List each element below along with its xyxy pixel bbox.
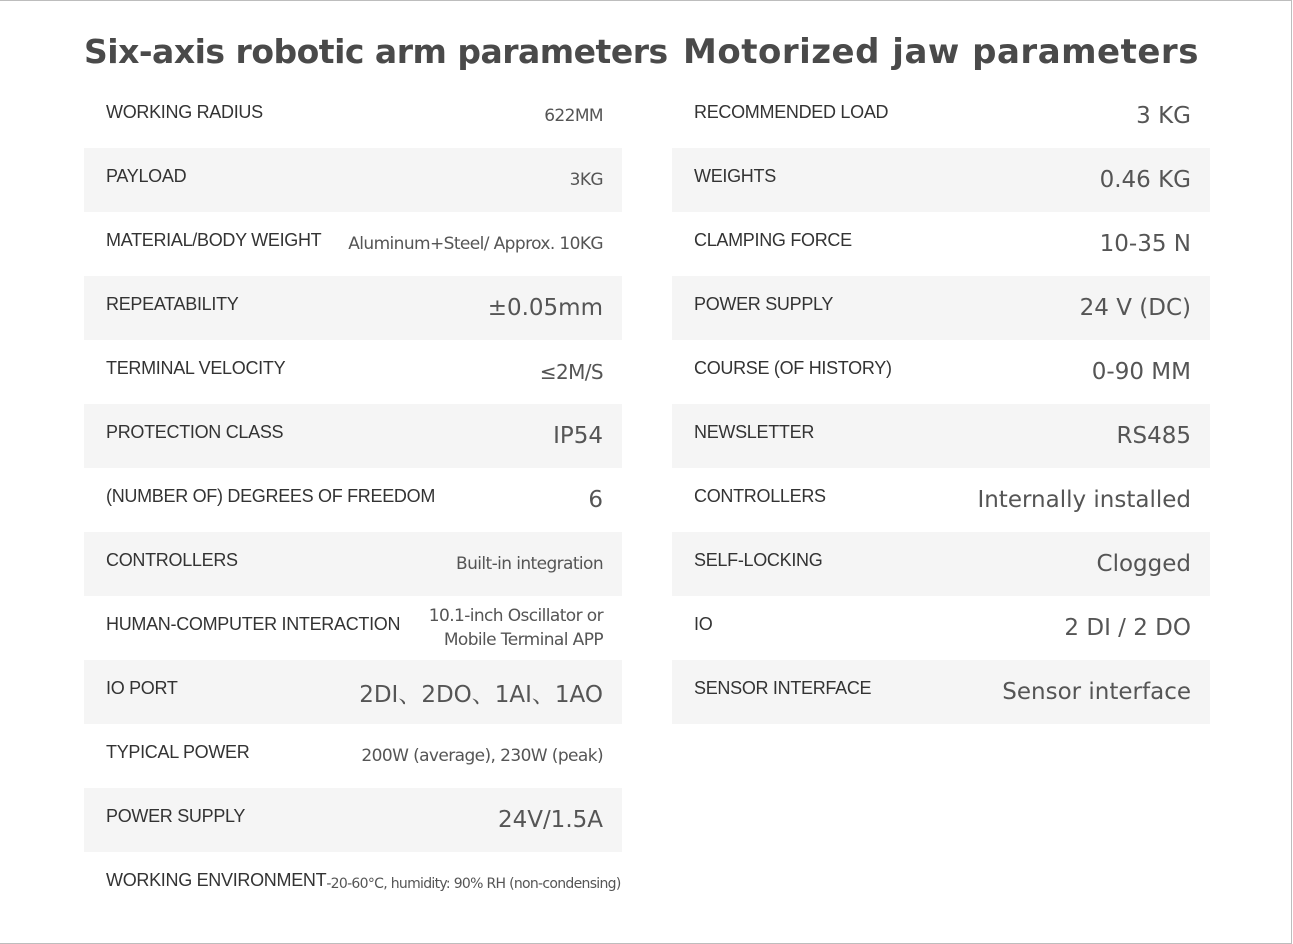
param-value: 622MM [544,106,603,126]
param-label: SELF-LOCKING [694,549,823,570]
table-row [84,148,622,212]
parameter-table [672,84,1210,724]
param-label: COURSE (OF HISTORY) [694,357,892,378]
param-label: IO [694,613,713,634]
table-row [84,596,622,660]
param-label: MATERIAL/BODY WEIGHT [106,229,322,250]
table-row [84,852,622,916]
table-row [84,660,622,724]
table-row [672,596,1210,660]
param-value: RS485 [1116,423,1191,449]
table-row [84,340,622,404]
param-label: TYPICAL POWER [106,741,250,762]
param-label: IO PORT [106,677,178,698]
param-value: 0-90 MM [1091,359,1191,385]
table-row [672,84,1210,148]
param-label: WEIGHTS [694,165,776,186]
section-title: Six-axis robotic arm parameters [84,32,668,71]
param-value: 200W (average), 230W (peak) [361,746,603,766]
param-value: Built-in integration [456,554,603,574]
param-label: TERMINAL VELOCITY [106,357,286,378]
param-label: PROTECTION CLASS [106,421,284,442]
table-row [672,276,1210,340]
table-row [672,148,1210,212]
table-row [672,468,1210,532]
param-value: Aluminum+Steel/ Approx. 10KG [348,234,603,254]
table-row [84,532,622,596]
param-label: WORKING RADIUS [106,101,263,122]
param-label: PAYLOAD [106,165,187,186]
param-label: HUMAN-COMPUTER INTERACTION [106,613,401,634]
param-label: POWER SUPPLY [106,805,246,826]
motorized-jaw-parameters-section [672,0,1210,705]
table-row [84,404,622,468]
table-row [84,724,622,788]
param-value: 24 V (DC) [1079,295,1191,321]
robotic-arm-parameters-section [84,0,668,892]
param-value: 6 [588,487,603,513]
section-title: Motorized jaw parameters [683,32,1199,72]
param-label: SENSOR INTERFACE [694,677,872,698]
table-row [84,788,622,852]
table-row [672,660,1210,724]
param-label: CONTROLLERS [106,549,238,570]
param-label: RECOMMENDED LOAD [694,101,889,122]
param-label: POWER SUPPLY [694,293,834,314]
param-value: ≤2M/S [539,360,603,384]
param-label: CLAMPING FORCE [694,229,852,250]
param-value: 3 KG [1136,103,1191,129]
param-label: REPEATABILITY [106,293,239,314]
param-value: 10-35 N [1099,231,1191,257]
param-value: Internally installed [977,487,1191,513]
param-value: Sensor interface [1002,679,1191,705]
param-value: 2 DI / 2 DO [1064,615,1191,641]
table-row [672,404,1210,468]
parameter-table [84,84,622,916]
param-value: 0.46 KG [1099,167,1191,193]
table-row [672,532,1210,596]
param-value: -20-60°C, humidity: 90% RH (non-condensing) [326,876,621,892]
param-value: 3KG [569,170,603,190]
param-value: 2DI、2DO、1AI、1AO [359,681,603,708]
param-value: IP54 [553,423,603,449]
param-value: ±0.05mm [487,295,603,321]
table-row [84,212,622,276]
param-label: CONTROLLERS [694,485,826,506]
table-row [84,276,622,340]
param-value: 24V/1.5A [497,807,603,833]
table-row [84,84,622,148]
table-row [672,340,1210,404]
param-value: 10.1-inch Oscillator or Mobile Terminal APP [428,606,603,650]
param-label: (NUMBER OF) DEGREES OF FREEDOM [106,485,436,506]
table-row [672,212,1210,276]
param-label: NEWSLETTER [694,421,815,442]
param-label: WORKING ENVIRONMENT [106,869,327,890]
param-value: Clogged [1096,551,1191,577]
table-row [84,468,622,532]
